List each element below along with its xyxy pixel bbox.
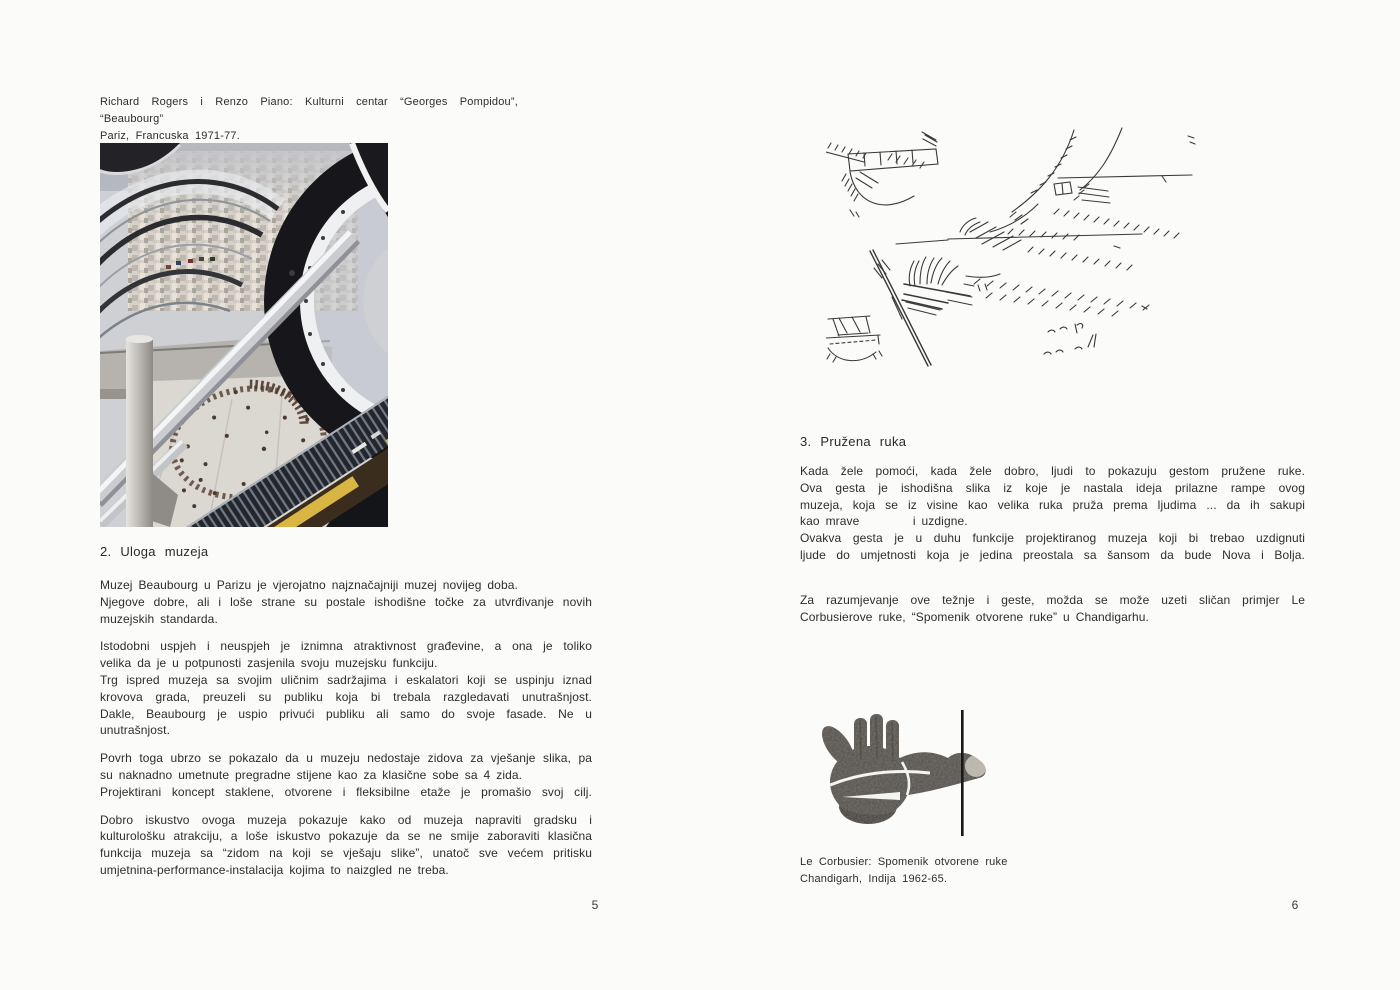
text-line: Istodobni uspjeh i neuspjeh je iznimna atraktivnost građevine, a ona je toliko: [100, 639, 592, 654]
sketch-art: [826, 126, 1292, 372]
paragraph: [100, 812, 592, 879]
page-number-right: 6: [1291, 898, 1299, 912]
page-right: [700, 0, 1400, 990]
open-hand-monument-photo: [798, 700, 1008, 850]
text-line: ljude do umjetnosti koja je jedina preostala sa šansom da bude Nova i Bolja.: [800, 547, 1305, 562]
text-line: Trg ispred muzeja sa svojim uličnim sadržajima i eskalatori koji se uspinju iznad: [100, 672, 592, 687]
text-line: Za razumjevanje ove težnje i geste, možda se može uzeti sličan primjer Le: [800, 593, 1305, 607]
text-line: Muzej Beaubourg u Parizu je vjerojatno najznačajniji muzej novijeg doba.: [100, 578, 518, 592]
text-line: kao mrave i uzdigne.: [800, 514, 968, 529]
text-line: Corbusierove ruke, “Spomenik otvorene ruke” u Chandigarhu.: [800, 609, 1149, 624]
text-line: funkcija muzeja sa “zidom na koji se vješaju slike”, unatoč sve većem pritisku: [100, 846, 592, 861]
paragraph: [800, 463, 1305, 564]
monument-pole: [961, 710, 964, 836]
text-line: Richard Rogers i Renzo Piano: Kulturni centar “Georges Pompidou”, “Beaubourg”: [100, 96, 518, 125]
text-line: velika da je u potpunosti zasjenila svoju muzejsku funkciju.: [100, 656, 438, 671]
section-heading-left: 2. Uloga muzeja: [100, 544, 209, 559]
paragraph: [100, 94, 518, 145]
text-line: muzeja, koja se iz visine kao velika ruka pruža prema ljudima ... da ih sakupi: [800, 497, 1305, 512]
text-line: muzejskih standarda.: [100, 611, 218, 626]
text-line: kulturološku atrakciju, a loše iskustvo pokazuje da se ne smije zaboraviti klasična: [100, 829, 592, 844]
section-heading-right: 3. Pružena ruka: [800, 434, 907, 449]
body-text-right-a: [800, 463, 1305, 564]
text-line: Kada žele pomoći, kada žele dobro, ljudi to pokazuju gestom pružene ruke.: [800, 464, 1305, 478]
text-line: Dakle, Beaubourg je uspio privući publiku ali samo do svoje fasade. Ne u: [100, 706, 592, 721]
text-line: su naknadno umetnute pregradne stijene kao za klasične sobe sa 4 zida.: [100, 767, 523, 782]
text-line: unutrašnjost.: [100, 723, 171, 738]
photo-caption-right: [800, 854, 1080, 888]
body-text-left: [100, 577, 592, 879]
body-text-right-b: [800, 592, 1305, 626]
text-line: Pariz, Francuska 1971-77.: [100, 130, 241, 142]
pompidou-photo-art: [100, 143, 388, 527]
text-line: Ova gesta je ishodišna slika iz koje je nastala ideja prilazne rampe ovog: [800, 480, 1305, 495]
paragraph: [800, 854, 1080, 888]
text-line: Projektirani koncept staklene, otvorene i fleksibilne etaže je promašio svoj cilj.: [100, 784, 592, 799]
page-number-left: 5: [591, 898, 599, 912]
text-line: Dobro iskustvo ovoga muzeja pokazuje kako od muzeja napraviti gradsku i: [100, 812, 592, 827]
text-line: Ovakva gesta je u duhu funkcije projektiranog muzeja koji bi trebao uzdignuti: [800, 531, 1305, 546]
paragraph: [100, 638, 592, 739]
paragraph: [800, 592, 1305, 626]
text-line: Njegove dobre, ali i loše strane su postale ishodišne točke za utvrđivanje novih: [100, 594, 592, 609]
monument-art: [798, 700, 1008, 850]
text-line: Le Corbusier: Spomenik otvorene ruke: [800, 856, 1008, 868]
text-line: Povrh toga ubrzo se pokazalo da u muzeju nedostaje zidova za vješanje slika, pa: [100, 751, 592, 766]
paragraph: [100, 750, 592, 800]
text-line: umjetnina-performance-instalacija kojima to naizgled ne treba.: [100, 862, 449, 877]
pompidou-escalator-photo: [100, 143, 388, 527]
photo-caption-left: [100, 94, 518, 145]
paragraph: [100, 577, 592, 627]
text-line: krovova grada, preuzeli su publiku koja bi trebala razgledavati unutrašnjost.: [100, 689, 592, 704]
corbusier-hand-sketch: [826, 126, 1292, 372]
text-line: Chandigarh, Indija 1962-65.: [800, 873, 948, 885]
